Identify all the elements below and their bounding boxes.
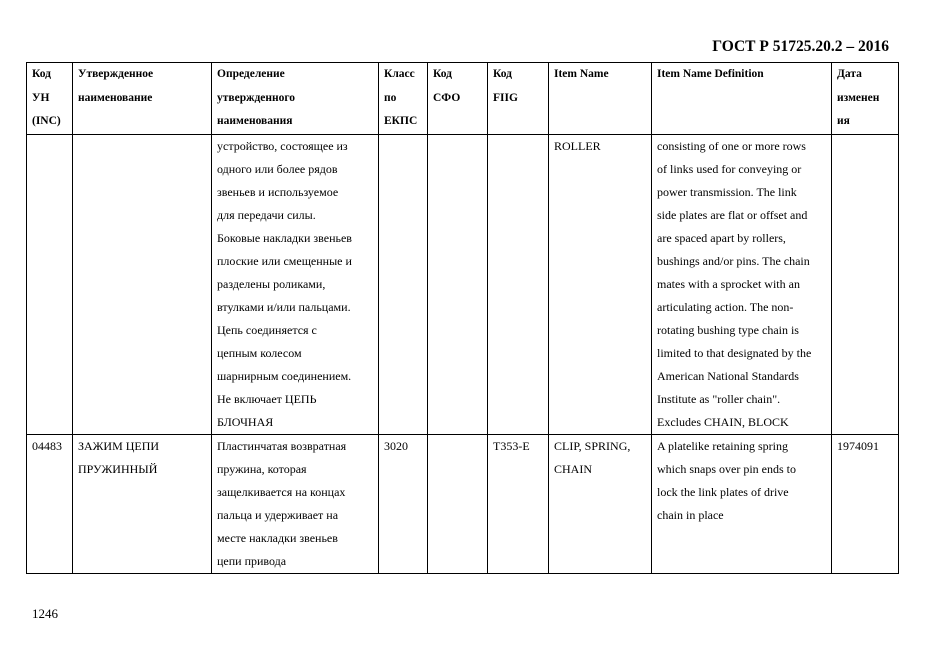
column-header-definition: Определение утвержденного наименования (212, 63, 379, 135)
table-row (27, 134, 899, 434)
table-header-row (27, 63, 899, 135)
cell-item-name: CLIP, SPRING, CHAIN (549, 434, 652, 573)
column-header-change-date: Дата изменен ия (832, 63, 899, 135)
classification-table (26, 62, 899, 574)
cell-change-date: 1974091 (832, 434, 899, 573)
cell-fiig: T353-E (488, 434, 549, 573)
cell-change-date (832, 134, 899, 434)
cell-definition: устройство, состоящее из одного или более рядов звеньев и используемое для передачи силы. Боковые накладки звеньев плоские или смещенные и разделены роликами, втулками и/или пальцами. Цепь соединяется с цепным колесом шарнирным соединением. Не включает ЦЕПЬ БЛОЧНАЯ (212, 134, 379, 434)
cell-item-name: ROLLER (549, 134, 652, 434)
column-header-item-name-definition: Item Name Definition (652, 63, 832, 135)
column-header-class: Класс по ЕКПС (379, 63, 428, 135)
column-header-item-name: Item Name (549, 63, 652, 135)
cell-definition: Пластинчатая возвратная пружина, которая защелкивается на концах пальца и удерживает на месте накладки звеньев цепи привода (212, 434, 379, 573)
column-header-sfo: Код СФО (428, 63, 488, 135)
column-header-inc: Код УН (INC) (27, 63, 73, 135)
column-header-approved-name: Утвержденное наименование (73, 63, 212, 135)
cell-fiig (488, 134, 549, 434)
cell-approved-name: ЗАЖИМ ЦЕПИ ПРУЖИННЫЙ (73, 434, 212, 573)
cell-inc (27, 134, 73, 434)
cell-approved-name (73, 134, 212, 434)
cell-sfo (428, 434, 488, 573)
cell-class (379, 134, 428, 434)
cell-item-name-definition: consisting of one or more rows of links used for conveying or power transmission. The link side plates are flat or offset and are spaced apart by rollers, bushings and/or pins. The chain mates with a sprocket with an articulating action. The non- rotating bushing type chain is limited to that designated by the American National Standards Institute as "roller chain". Excludes CHAIN, BLOCK (652, 134, 832, 434)
cell-class: 3020 (379, 434, 428, 573)
document-code-header: ГОСТ Р 51725.20.2 – 2016 (712, 38, 889, 55)
column-header-fiig: Код FIIG (488, 63, 549, 135)
cell-item-name-definition: A platelike retaining spring which snaps over pin ends to lock the link plates of drive chain in place (652, 434, 832, 573)
cell-sfo (428, 134, 488, 434)
table-row (27, 434, 899, 573)
cell-inc: 04483 (27, 434, 73, 573)
page-number: 1246 (32, 606, 58, 621)
